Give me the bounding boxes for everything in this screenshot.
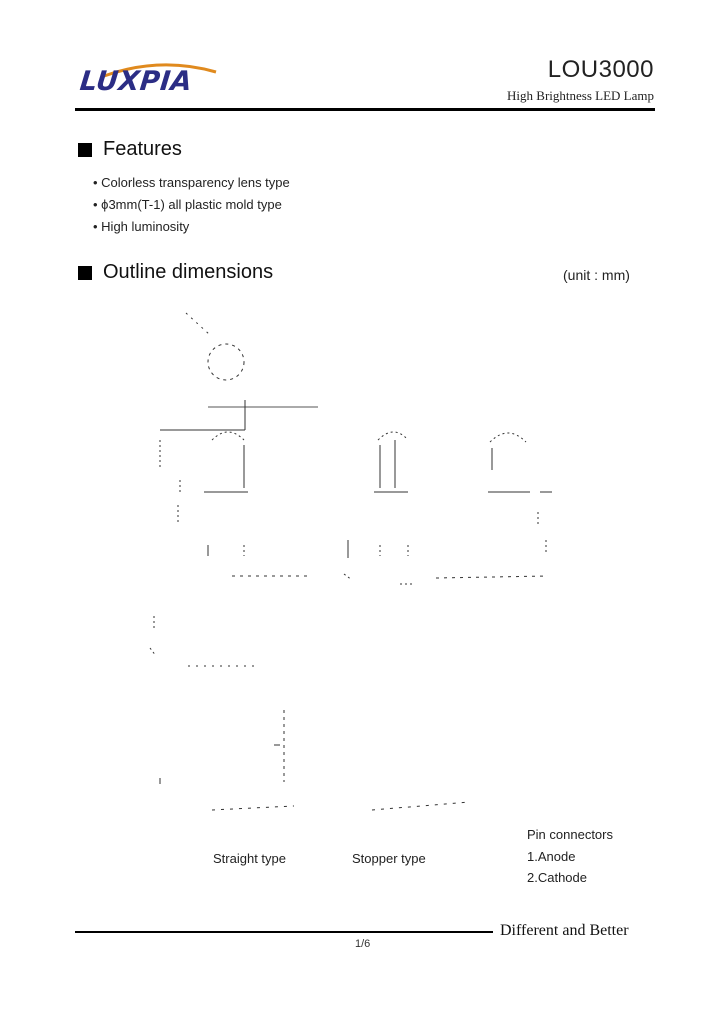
footer-divider: [75, 931, 493, 933]
pin-connectors-title: Pin connectors: [527, 827, 613, 842]
feature-item: • ϕ3mm(T-1) all plastic mold type: [93, 197, 282, 212]
feature-item: • High luminosity: [93, 219, 190, 234]
outline-heading: Outline dimensions: [103, 261, 274, 283]
footer-tagline: Different and Better: [500, 922, 629, 939]
pin-anode: 1.Anode: [527, 849, 576, 864]
unit-label: (unit : mm): [563, 267, 630, 283]
page-number: 1/6: [355, 938, 371, 950]
stopper-type-caption: Stopper type: [352, 851, 426, 866]
product-subtitle: High Brightness LED Lamp: [507, 88, 654, 103]
feature-item: • Colorless transparency lens type: [93, 175, 290, 190]
part-number: LOU3000: [547, 56, 654, 83]
company-logo: LUXPIA: [78, 66, 194, 97]
features-heading: Features: [103, 138, 182, 160]
pin-cathode: 2.Cathode: [527, 870, 587, 885]
straight-type-caption: Straight type: [213, 851, 286, 866]
top-view-outline: [208, 344, 244, 380]
